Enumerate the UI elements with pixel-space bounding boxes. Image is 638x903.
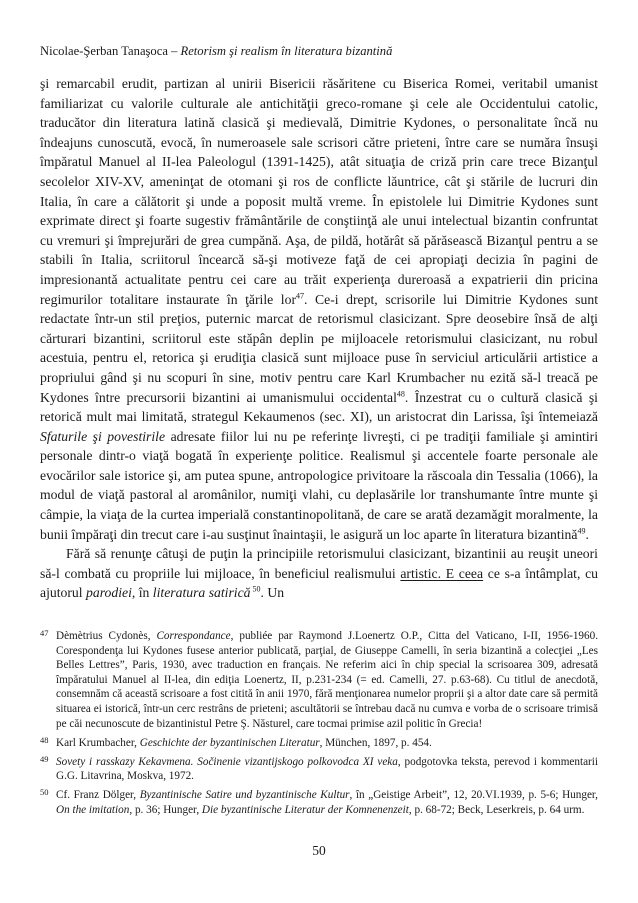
paragraph-2-text-c: , în (131, 585, 153, 601)
paragraph-2-text-d: . Un (260, 585, 285, 601)
running-head-separator: – (167, 44, 181, 58)
footnote-number: 48 (40, 734, 49, 745)
underlined-phrase: artistic. E ceea (400, 565, 484, 581)
running-head (40, 43, 600, 59)
paragraph-2-text-b: ce s-a întâmplat, cu ajutorul (40, 565, 598, 601)
footnote-number: 50 (40, 787, 49, 798)
footnote-ref-47: 47 (296, 290, 304, 300)
footnotes (40, 626, 598, 819)
paragraph-1-text-d: adresate fiilor lui nu pe referinţe livreşti, ci pe tradiţii familiale şi amintiri personale dintr-o viaţă bogată în experienţe politice. Realismul şi accentele foarte personale ale evocărilor sale istorice şi, am putea spune, antropologice privitoare la răscoala din Tessalia (1066), la modul de viaţă pastoral al aromânilor, numiţi vlahi, cu deplasările lor transhumante între munte şi câmpie, la viaţa de la curtea imperială constantinopolitană, de care se arată dezamăgit moralmente, la bunii împăraţi din trecut care i-au susţinut înaintaşii, le asigură un loc aparte în literatura bizantină (40, 428, 598, 542)
footnote-number: 47 (40, 628, 49, 638)
footnote-text: , p. 36; Hunger, (129, 804, 202, 817)
work-title-sfaturile: Sfaturile şi povestirile (40, 428, 166, 444)
paragraph-1-text-c: . Înzestrat cu o cultură clasică şi retorică mult mai limitată, strategul Kekaumenos (sec. XI), un aristocrat din Larissa, îşi întemeiază (40, 389, 598, 425)
term-parodiei: parodiei (86, 585, 132, 601)
footnote-ref-50: 50 (250, 584, 261, 594)
body-text (40, 74, 598, 603)
term-literatura-satirica: literatura satirică (152, 585, 251, 601)
footnote-title: Byzantinische Satire und byzantinische Kultur (139, 789, 350, 802)
footnote-text: , München, 1897, p. 454. (319, 736, 432, 749)
paragraph-2 (40, 544, 598, 603)
paragraph-2-text-a: Fără să renunţe câtuşi de puţin la principiile retorismului clasicizant, bizantinii au reuşit uneori să-l combată cu propriile lui mijloace, în beneficiul realismului (40, 546, 598, 581)
paragraph-1-text-a: şi remarcabil erudit, partizan al unirii Bisericii răsăritene cu Biserica Romei, veritabil umanist familiarizat cu valorile culturale ale antichităţii greco-romane şi cele ale Occidentului catolic, traducător din literatura latină clasică şi medievală, Dimitrie Kydones, o personalitate încă nu îndeajuns cunoscută, evocă, în numeroasele sale scrisori către prieteni, între care se număra însuşi împăratul Manuel al II-lea Paleologul (1391-1425), atât situaţia de criză prin care trece Bizanţul secolelor XIV-XV, ameninţat de otomani şi ros de conflicte lăuntrice, cât şi stările de lucruri din Italia, în care a călătorit şi unde a poposit multă vreme. În epistolele lui Dimitrie Kydones sunt exprimate direct şi foarte sugestiv frământările de conştiinţă ale unui intelectual bizantin confruntat cu vremuri şi împrejurări de grea cumpănă. Aşa, de pildă, hotărât să părăsească Bizanţul pentru a se stabili în Italia, scriitorul încearcă să-şi motiveze faţă de cei apropiaţi decizia în pagini de impresionantă actualitate pentru cei care au trăit experienţa dureroasă a expatrierii din pricina regimurilor totalitare instaurate în ţările lor (40, 76, 598, 307)
footnote-title: Die byzantinische Literatur der Komnenenzeit (201, 804, 409, 817)
footnote-50 (40, 785, 598, 817)
paragraph-1-text-b: . Ce-i drept, scrisorile lui Dimitrie Kydones sunt redactate într-un stil preţios, puternic marcat de retorismul clasicizant. Spre deosebire însă de alţi cărturari bizantini, scriitorul este stăpân deplin pe mijloacele retorismului clasicizant, nu robul acestuia, pentru el, retorica şi erudiţia clasică sunt mijloace puse în serviciul articulării artistice a propriului gând şi nu scopuri în sine, motiv pentru care Karl Krumbacher nu ezită să-l treacă pe Kydones între precursorii bizantini ai umanismului occidental (40, 291, 598, 405)
footnote-title: Geschichte der byzantinischen Literatur (139, 736, 320, 749)
page-number: 50 (312, 843, 326, 858)
footnote-ref-49: 49 (577, 526, 586, 536)
footnote-title: On the imitation (56, 804, 130, 817)
footnote-text: , podgotovka teksta, perevod i kommentarii G.G. Litavrina, Moskva, 1972. (56, 755, 598, 783)
footnote-text: , p. 68-72; Beck, Leserkreis, p. 64 urm. (408, 804, 585, 817)
footnote-48 (40, 733, 598, 751)
running-head-title: Retorism şi realism în literatura bizantină (180, 44, 393, 58)
footnote-title: Correspondance (156, 630, 231, 642)
footnote-49 (40, 752, 598, 784)
footnote-text: Karl Krumbacher, (56, 736, 140, 749)
footnote-text: , publiée par Raymond J.Loenertz O.P., Citta del Vaticano, I-II, 1956-1960. Corespondenţa lui Kydones fusese anterior publicată, parţial, de Giuseppe Camelli, în seria bizantină a colecţiei „Les Belles Lettres”, Paris, 1930, avec traduction en français. Ne referim aici în chip special la scrisoarea 309, adresată împăratului Manuel al II-lea, din ediţia Loenertz, II, p.231-234 (= ed. Camelli, 27. p.63-68). Cu titlul de anecdotă, consemnăm că această scrisoare a fost citită în anii 1970, fără menţionarea numelor proprii şi a altor date care să permită situarea ei istorică, într-un cerc restrâns de prieteni; ascultătorii se întrebau dacă nu cumva e vorba de o scrisoare trimisă pe căi necunoscute de bizantinistul Petre Ş. Năsturel, care tocmai primise azil politic în Grecia! (56, 630, 598, 730)
footnote-number: 49 (40, 753, 49, 764)
footnote-ref-48: 48 (396, 388, 405, 398)
footnote-text: Cf. Franz Dölger, (56, 789, 140, 802)
footnote-text: , în „Geistige Arbeit”, 12, 20.VI.1939, p. 5-6; Hunger, (349, 789, 598, 802)
footnote-47 (40, 626, 598, 731)
paragraph-1-text-e: . (585, 526, 589, 542)
running-head-author: Nicolae-Şerban Tanaşoca (40, 44, 168, 58)
paragraph-1 (40, 74, 598, 544)
footnote-text: Dèmètrius Cydonès, (56, 630, 157, 642)
footnote-title: Sovety i rasskazy Kekavmena. Sočinenie vizantijskogo polkovodca XI veka (56, 755, 398, 768)
